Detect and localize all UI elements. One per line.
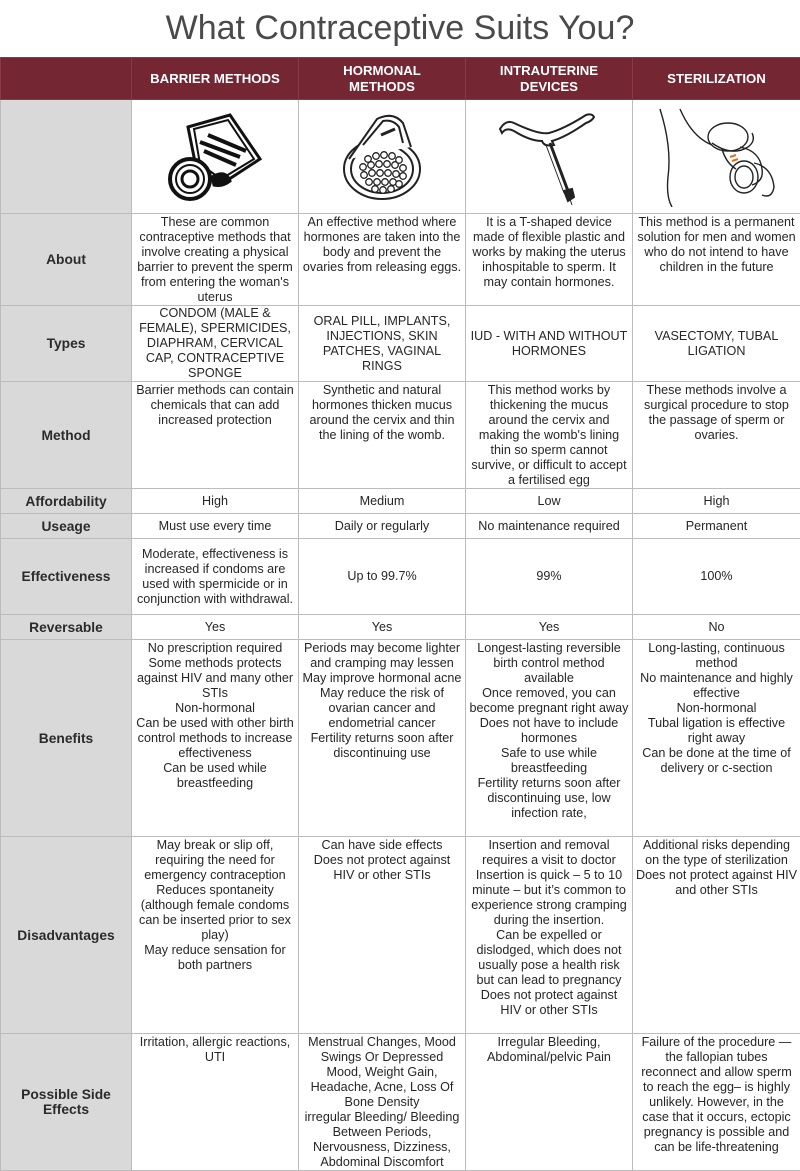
condom-package-icon [160, 107, 270, 207]
list-item: May reduce the risk of ovarian cancer and endometrial cancer [302, 686, 462, 731]
row-label-effectiveness: Effectiveness [1, 539, 132, 615]
reversable-sterilization: No [633, 615, 800, 640]
about-hormonal: An effective method where hormones are taken into the body and prevent the ovaries from releasing eggs. [299, 214, 466, 306]
affordability-sterilization: High [633, 489, 800, 514]
method-barrier: Barrier methods can contain chemicals that can add increased protection [132, 382, 299, 489]
benefits-hormonal [299, 640, 466, 837]
column-header-intrauterine: INTRAUTERINE DEVICES [466, 58, 633, 100]
list-item: Some methods protects against HIV and many other STIs [135, 656, 295, 701]
about-intrauterine: It is a T-shaped device made of flexible plastic and works by making the uterus inhospitable to sperm. It may contain hormones. [466, 214, 633, 306]
list-item: Insertion is quick – 5 to 10 minute – but it’s common to experience strong cramping during the insertion. [469, 868, 629, 928]
list-item: May break or slip off, requiring the need for emergency contraception [135, 838, 295, 883]
useage-sterilization: Permanent [633, 514, 800, 539]
effectiveness-intrauterine: 99% [466, 539, 633, 615]
list-item: irregular Bleeding/ Bleeding Between Periods, Nervousness, Dizziness, Abdominal Discomfort [302, 1110, 462, 1170]
row-label-types: Types [1, 306, 132, 382]
list-item: Safe to use while breastfeeding [469, 746, 629, 776]
column-header-hormonal: HORMONAL METHODS [299, 58, 466, 100]
list-item: Non-hormonal [135, 701, 295, 716]
image-row [1, 100, 800, 214]
disadvantages-sterilization [633, 837, 800, 1034]
row-types [1, 306, 800, 382]
benefits-barrier [132, 640, 299, 837]
row-benefits [1, 640, 800, 837]
image-cell-hormonal [299, 100, 466, 214]
affordability-barrier: High [132, 489, 299, 514]
about-barrier: These are common contraceptive methods that involve creating a physical barrier to prevent the sperm from entering the woman's uterus [132, 214, 299, 306]
effectiveness-hormonal: Up to 99.7% [299, 539, 466, 615]
method-hormonal: Synthetic and natural hormones thicken mucus around the cervix and thin the lining of the womb. [299, 382, 466, 489]
image-cell-intrauterine [466, 100, 633, 214]
list-item: Additional risks depending on the type of sterilization [636, 838, 797, 868]
row-useage [1, 514, 800, 539]
about-sterilization: This method is a permanent solution for men and women who do not intend to have children in the future [633, 214, 800, 306]
benefits-intrauterine [466, 640, 633, 837]
useage-intrauterine: No maintenance required [466, 514, 633, 539]
list-item: Can have side effects [302, 838, 462, 853]
image-cell-barrier [132, 100, 299, 214]
disadvantages-barrier [132, 837, 299, 1034]
list-item: Irregular Bleeding, Abdominal/pelvic Pain [469, 1035, 629, 1065]
affordability-intrauterine: Low [466, 489, 633, 514]
list-item: Reduces spontaneity (although female condoms can be inserted prior to sex play) [135, 883, 295, 943]
list-item: Tubal ligation is effective right away [636, 716, 797, 746]
list-item: Does not protect against HIV and other STIs [636, 868, 797, 898]
list-item: Fertility returns soon after discontinuing use, low infection rate, [469, 776, 629, 821]
row-effectiveness [1, 539, 800, 615]
row-label-useage: Useage [1, 514, 132, 539]
pill-pack-icon [337, 107, 427, 207]
list-item: Long-lasting, continuous method [636, 641, 797, 671]
row-side-effects [1, 1034, 800, 1171]
list-item: Does not protect against HIV or other STIs [302, 853, 462, 883]
row-affordability [1, 489, 800, 514]
reversable-barrier: Yes [132, 615, 299, 640]
effectiveness-barrier: Moderate, effectiveness is increased if condoms are used with spermicide or in conjunction with withdrawal. [132, 539, 299, 615]
list-item: Insertion and removal requires a visit to doctor [469, 838, 629, 868]
disadvantages-intrauterine [466, 837, 633, 1034]
image-row-head [1, 100, 132, 214]
disadvantages-hormonal [299, 837, 466, 1034]
list-item: Longest-lasting reversible birth control method available [469, 641, 629, 686]
list-item: Once removed, you can become pregnant right away [469, 686, 629, 716]
row-label-reversable: Reversable [1, 615, 132, 640]
header-corner [1, 58, 132, 100]
header-row [1, 58, 800, 100]
affordability-hormonal: Medium [299, 489, 466, 514]
row-label-benefits: Benefits [1, 640, 132, 837]
list-item: May reduce sensation for both partners [135, 943, 295, 973]
benefits-sterilization [633, 640, 800, 837]
male-anatomy-vasectomy-icon [652, 107, 782, 207]
row-disadvantages [1, 837, 800, 1034]
row-about [1, 214, 800, 306]
reversable-intrauterine: Yes [466, 615, 633, 640]
types-sterilization: VASECTOMY, TUBAL LIGATION [633, 306, 800, 382]
list-item: Fertility returns soon after discontinuing use [302, 731, 462, 761]
row-label-affordability: Affordability [1, 489, 132, 514]
row-method [1, 382, 800, 489]
list-item: Failure of the procedure — the fallopian tubes reconnect and allow sperm to reach the egg– is highly unlikely. However, in the case that it occurs, ectopic pregnancy is possible and can be life-threatening [636, 1035, 797, 1155]
row-reversable [1, 615, 800, 640]
effectiveness-sterilization: 100% [633, 539, 800, 615]
image-cell-sterilization [633, 100, 800, 214]
list-item: Does not protect against HIV or other STIs [469, 988, 629, 1018]
list-item: No prescription required [135, 641, 295, 656]
list-item: Can be used with other birth control methods to increase effectiveness [135, 716, 295, 761]
page-title: What Contraceptive Suits You? [0, 0, 800, 57]
list-item: Can be used while breastfeeding [135, 761, 295, 791]
row-label-method: Method [1, 382, 132, 489]
list-item: Menstrual Changes, Mood Swings Or Depressed Mood, Weight Gain, Headache, Acne, Loss Of Bone Density [302, 1035, 462, 1110]
reversable-hormonal: Yes [299, 615, 466, 640]
row-label-about: About [1, 214, 132, 306]
comparison-table [0, 57, 800, 1171]
side-effects-intrauterine [466, 1034, 633, 1171]
list-item: No maintenance and highly effective [636, 671, 797, 701]
list-item: Does not have to include hormones [469, 716, 629, 746]
row-label-disadvantages: Disadvantages [1, 837, 132, 1034]
list-item: Irritation, allergic reactions, UTI [135, 1035, 295, 1065]
list-item: Non-hormonal [636, 701, 797, 716]
method-sterilization: These methods involve a surgical procedure to stop the passage of sperm or ovaries. [633, 382, 800, 489]
useage-barrier: Must use every time [132, 514, 299, 539]
types-intrauterine: IUD - WITH AND WITHOUT HORMONES [466, 306, 633, 382]
method-intrauterine: This method works by thickening the mucus around the cervix and making the womb's lining thin so sperm cannot survive, or difficult to accept a fertilised egg [466, 382, 633, 489]
types-hormonal: ORAL PILL, IMPLANTS, INJECTIONS, SKIN PATCHES, VAGINAL RINGS [299, 306, 466, 382]
list-item: Can be expelled or dislodged, which does not usually pose a health risk but can lead to pregnancy [469, 928, 629, 988]
list-item: Can be done at the time of delivery or c-section [636, 746, 797, 776]
column-header-sterilization: STERILIZATION [633, 58, 800, 100]
side-effects-barrier [132, 1034, 299, 1171]
side-effects-hormonal [299, 1034, 466, 1171]
list-item: Periods may become lighter and cramping may lessen [302, 641, 462, 671]
list-item: May improve hormonal acne [302, 671, 462, 686]
types-barrier: CONDOM (MALE & FEMALE), SPERMICIDES, DIAPHRAM, CERVICAL CAP, CONTRACEPTIVE SPONGE [132, 306, 299, 382]
column-header-barrier: BARRIER METHODS [132, 58, 299, 100]
iud-device-icon [494, 107, 604, 207]
side-effects-sterilization [633, 1034, 800, 1171]
useage-hormonal: Daily or regularly [299, 514, 466, 539]
row-label-side-effects: Possible Side Effects [1, 1034, 132, 1171]
